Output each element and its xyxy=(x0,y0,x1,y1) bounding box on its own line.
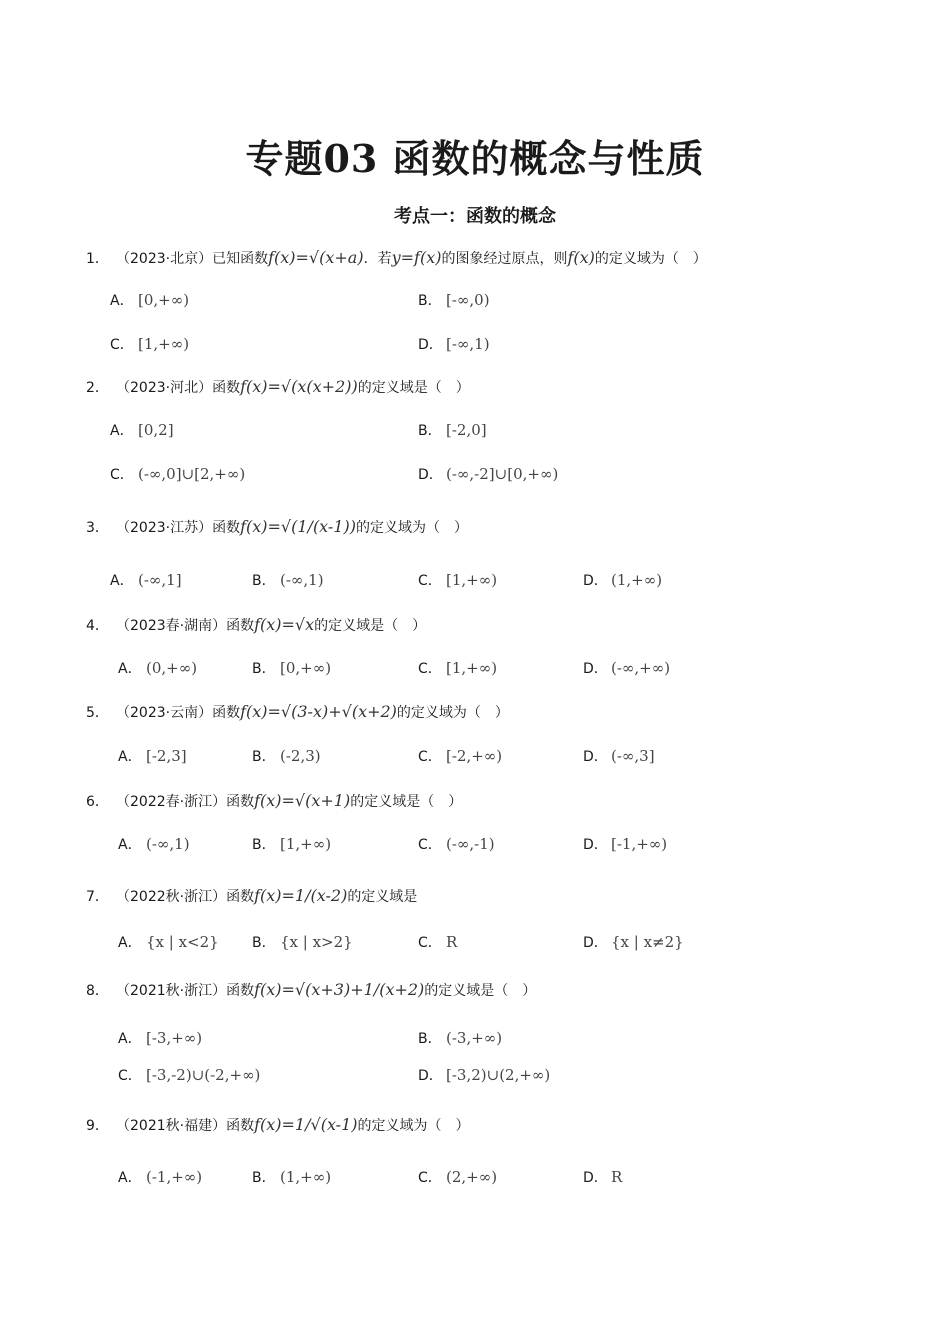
option-a: A． (-1,+∞) xyxy=(118,1168,203,1186)
question-2: 2． （2023·河北）函数f(x)=√(x(x+2))的定义域是（ ） xyxy=(86,377,470,396)
math-formula: f(x)=√(x(x+2)) xyxy=(240,377,358,396)
math-formula: f(x)=√(x+a) xyxy=(268,248,364,267)
question-3: 3． （2023·江苏）函数f(x)=√(1/(x-1))的定义域为（ ） xyxy=(86,517,468,536)
question-8: 8． （2021秋·浙江）函数f(x)=√(x+3)+1/(x+2)的定义域是（ ） xyxy=(86,980,537,999)
option-a: A． (-∞,1) xyxy=(118,835,190,853)
question-9: 9． （2021秋·福建）函数f(x)=1/√(x-1)的定义域为（ ） xyxy=(86,1115,470,1134)
question-4: 4． （2023春·湖南）函数f(x)=√x的定义域是（ ） xyxy=(86,615,427,634)
question-stem: ．若 xyxy=(363,251,392,267)
page-title: 专题03 函数的概念与性质 xyxy=(245,136,705,181)
option-b: B． {x | x>2} xyxy=(252,933,353,951)
option-b: B． (-∞,1) xyxy=(252,571,324,589)
option-a: A． [-3,+∞) xyxy=(118,1029,203,1047)
option-c: C． [1,+∞) xyxy=(418,659,498,677)
option-c: C． R xyxy=(418,933,458,951)
option-d: D． (-∞,-2]∪[0,+∞) xyxy=(418,465,559,483)
question-source: （2023·北京） xyxy=(116,251,213,267)
question-stem: 的定义域为（ ） xyxy=(594,251,707,267)
option-b: B． (-3,+∞) xyxy=(418,1029,503,1047)
option-d: D． [-3,2)∪(2,+∞) xyxy=(418,1066,551,1084)
option-d: D． [-1,+∞) xyxy=(583,835,668,853)
math-formula: f(x) xyxy=(567,248,595,267)
option-c: C． [-3,-2)∪(-2,+∞) xyxy=(118,1066,261,1084)
option-a: A． [0,2] xyxy=(110,421,174,439)
option-b: B． [0,+∞) xyxy=(252,659,332,677)
option-c: C． [-2,+∞) xyxy=(418,747,503,765)
option-d: D． (-∞,3] xyxy=(583,747,655,765)
math-formula: f(x)=√x xyxy=(254,615,315,634)
option-a: A． (0,+∞) xyxy=(118,659,198,677)
option-d: D． [-∞,1) xyxy=(418,335,490,353)
option-a: A． [-2,3] xyxy=(118,747,187,765)
math-formula: f(x)=√(x+3)+1/(x+2) xyxy=(254,980,425,999)
question-stem: 已知函数 xyxy=(212,251,269,267)
option-d: D． R xyxy=(583,1168,623,1186)
math-formula: f(x)=√(3-x)+√(x+2) xyxy=(240,702,397,721)
option-b: B． (-2,3) xyxy=(252,747,321,765)
option-a: A． [0,+∞) xyxy=(110,291,190,309)
option-b: B． [-2,0] xyxy=(418,421,487,439)
question-5: 5． （2023·云南）函数f(x)=√(3-x)+√(x+2)的定义域为（ ） xyxy=(86,702,509,721)
option-c: C． (-∞,-1) xyxy=(418,835,495,853)
option-d: D． (1,+∞) xyxy=(583,571,663,589)
question-1 xyxy=(86,246,707,271)
option-c: C． [1,+∞) xyxy=(418,571,498,589)
option-c: C． [1,+∞) xyxy=(110,335,190,353)
option-c: C． (-∞,0]∪[2,+∞) xyxy=(110,465,246,483)
question-stem: 的图象经过原点，则 xyxy=(441,251,568,267)
question-7: 7． （2022秋·浙江）函数f(x)=1/(x-2)的定义域是 xyxy=(86,886,418,905)
option-b: B． [1,+∞) xyxy=(252,835,332,853)
math-formula: f(x)=1/√(x-1) xyxy=(254,1115,358,1134)
option-d: D． {x | x≠2} xyxy=(583,933,684,951)
option-a: A． (-∞,1] xyxy=(110,571,182,589)
option-b: B． [-∞,0) xyxy=(418,291,490,309)
option-a: A． {x | x<2} xyxy=(118,933,219,951)
math-formula: f(x)=√(x+1) xyxy=(254,791,351,810)
question-6: 6． （2022春·浙江）函数f(x)=√(x+1)的定义域是（ ） xyxy=(86,791,463,810)
option-c: C． (2,+∞) xyxy=(418,1168,498,1186)
math-formula: f(x)=1/(x-2) xyxy=(254,886,348,905)
question-number: 1． xyxy=(86,251,109,267)
math-formula: y=f(x) xyxy=(391,248,442,267)
option-d: D． (-∞,+∞) xyxy=(583,659,671,677)
option-b: B． (1,+∞) xyxy=(252,1168,332,1186)
section-heading: 考点一：函数的概念 xyxy=(394,206,556,227)
math-formula: f(x)=√(1/(x-1)) xyxy=(240,517,356,536)
